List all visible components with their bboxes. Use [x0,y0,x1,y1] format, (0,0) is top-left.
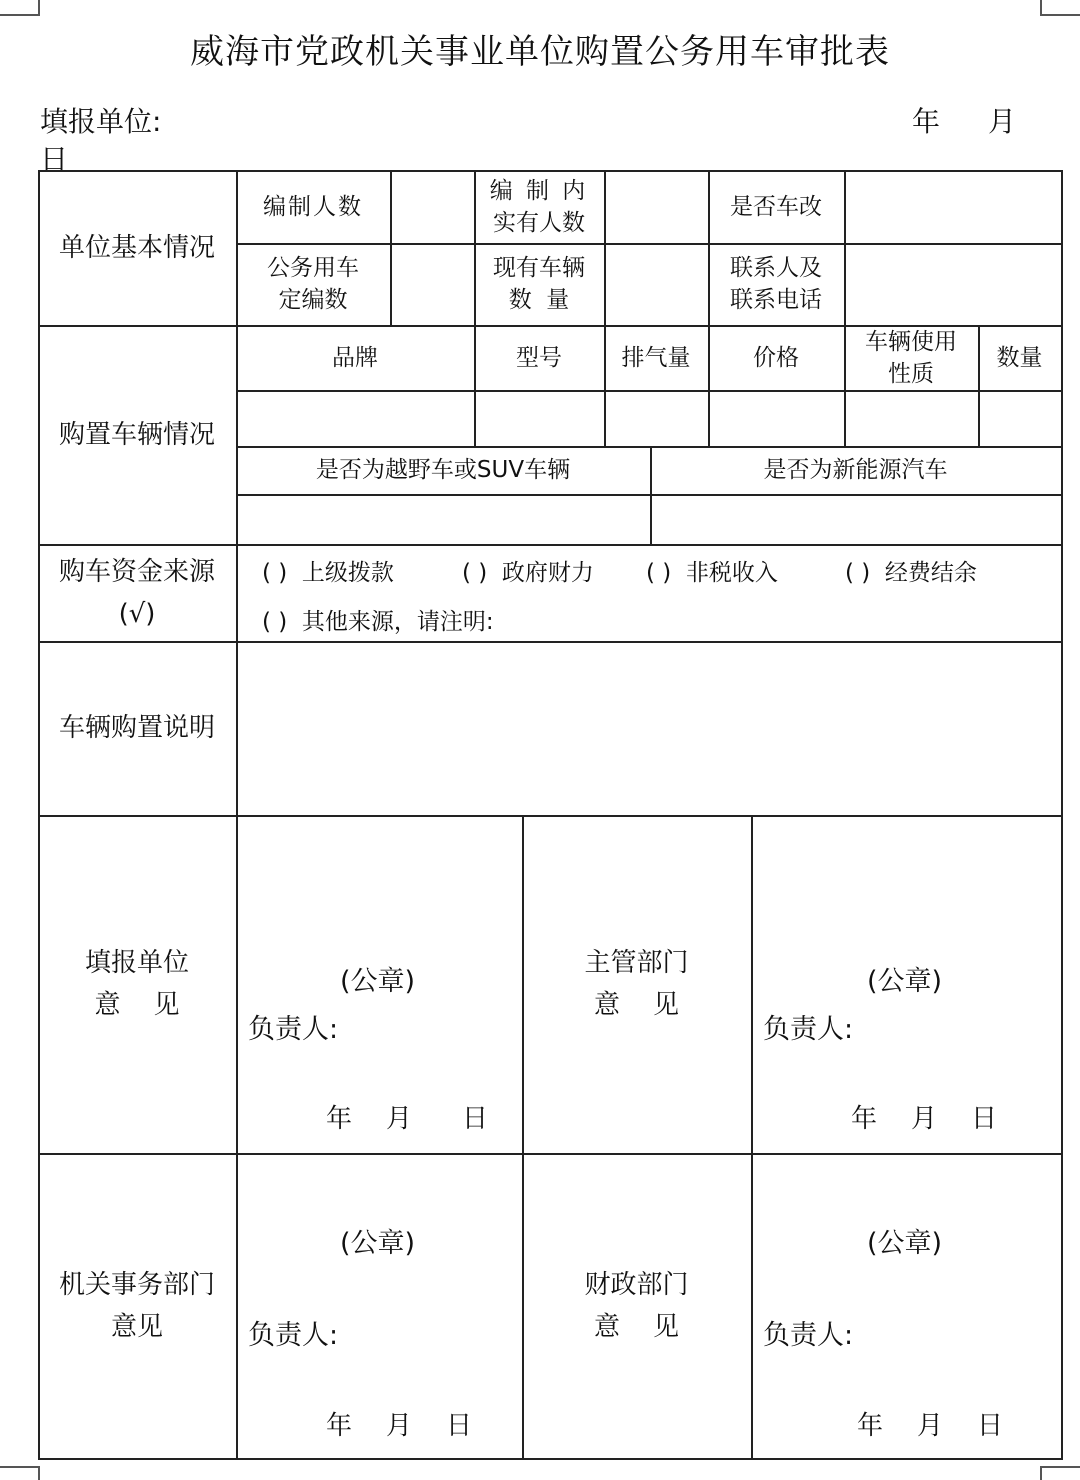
value-contact[interactable] [846,245,1059,323]
section-finance-opinion-line1: 财政部门 [584,1269,689,1300]
section-unit-opinion-line1: 填报单位 [84,948,189,978]
purchase-field-model[interactable] [476,392,602,444]
field-ev-answer[interactable] [652,496,1059,542]
label-actual-staff-line2: 实有人数 [493,209,585,236]
label-car-reform-text: 是否车改 [730,193,822,220]
finance-date-month: 月 [917,1411,944,1441]
label-ev-question [650,446,1061,494]
affairs-date-year: 年 [326,1411,353,1441]
section-purchase [38,325,236,544]
supervisor-date-year: 年 [851,1104,878,1134]
label-staff-quota [236,170,390,243]
col-model [474,325,604,390]
label-car-quota-line1: 公务用车 [267,255,359,281]
finance-opinion-area[interactable] [751,1153,1061,1458]
label-current-cars-line1: 现有车辆 [493,255,585,281]
supervisor-stamp-label: (公章) [867,966,943,997]
col-quantity-text: 数量 [996,344,1043,371]
section-unit-opinion [38,815,236,1153]
col-usage-line2: 性质 [888,360,934,387]
section-finance-opinion [522,1153,751,1458]
section-funding-line1: 购车资金来源 [58,556,215,587]
funding-option-surplus[interactable]: ( ) 经费结余 [845,560,977,586]
purchase-field-displacement[interactable] [606,392,706,444]
label-actual-staff [474,170,604,243]
finance-date-day: 日 [977,1411,1004,1441]
unit-date-month: 月 [386,1104,413,1134]
section-basic-info-label: 单位基本情况 [58,232,215,263]
col-brand-text: 品牌 [332,344,378,371]
finance-date-year: 年 [857,1411,884,1441]
unit-responsible-label: 负责人: [248,1014,339,1045]
section-purchase-label: 购置车辆情况 [58,419,215,450]
section-explanation [38,641,236,815]
crop-mark-top-left [0,0,40,16]
funding-option-other[interactable]: ( ) 其他来源，请注明: [262,609,494,635]
affairs-date [236,1405,522,1441]
affairs-stamp-label: (公章) [340,1228,416,1259]
section-affairs-opinion [38,1153,236,1458]
col-model-text: 型号 [516,344,562,371]
supervisor-responsible-label: 负责人: [763,1014,854,1045]
label-contact-line1: 联系人及 [730,255,822,281]
crop-mark-top-right [1040,0,1080,16]
funding-option-superior[interactable]: ( ) 上级拨款 [262,560,394,586]
label-ev-question-text: 是否为新能源汽车 [763,457,948,483]
col-quantity [978,325,1061,390]
supervisor-date-month: 月 [911,1104,938,1134]
label-car-quota [236,243,390,325]
affairs-date-day: 日 [446,1411,473,1441]
funding-option-nontax[interactable]: ( ) 非税收入 [646,560,778,586]
section-finance-opinion-line2: 意 见 [593,1311,680,1342]
purchase-field-brand[interactable] [238,392,472,444]
purchase-field-quantity[interactable] [980,392,1059,444]
unit-date-day: 日 [462,1104,489,1134]
header-year: 年 [912,105,941,138]
value-staff-quota[interactable] [392,172,472,241]
section-supervisor-opinion [522,815,751,1153]
finance-date [751,1405,1061,1441]
value-current-cars[interactable] [606,245,706,323]
label-suv-question [236,446,650,494]
finance-responsible-label: 负责人: [763,1320,854,1351]
col-usage-line1: 车辆使用 [865,328,957,355]
affairs-date-month: 月 [386,1411,413,1441]
form-title: 威海市党政机关事业单位购置公务用车审批表 [190,32,890,72]
supervisor-date [751,1098,1061,1134]
label-contact-line2: 联系电话 [730,287,822,313]
col-displacement-text: 排气量 [621,344,691,371]
affairs-opinion-area[interactable] [236,1153,522,1458]
label-suv-question-text: 是否为越野车或SUV车辆 [315,457,571,483]
section-unit-opinion-line2: 意 见 [94,990,180,1020]
label-actual-staff-line1: 编 制 内 [489,177,589,204]
value-car-quota[interactable] [392,245,472,323]
col-price [708,325,844,390]
label-staff-quota-text: 编制人数 [263,193,363,220]
header-month: 月 [988,105,1017,138]
value-actual-staff[interactable] [606,172,706,241]
section-funding [38,544,236,641]
unit-opinion-area[interactable] [236,815,522,1153]
col-displacement [604,325,708,390]
header-day: 日 [40,143,69,176]
affairs-responsible-label: 负责人: [248,1320,339,1351]
section-affairs-opinion-line2: 意见 [110,1311,163,1342]
col-usage [844,325,978,390]
field-suv-answer[interactable] [238,496,648,542]
value-car-reform[interactable] [846,172,1059,241]
unit-label: 填报单位: [40,105,162,138]
section-affairs-opinion-line1: 机关事务部门 [58,1269,215,1300]
field-explanation[interactable] [238,643,1059,813]
label-car-quota-line2: 定编数 [278,287,348,313]
unit-date [236,1098,522,1134]
col-brand [236,325,474,390]
label-current-cars-line2: 数 量 [508,287,570,313]
purchase-field-price[interactable] [710,392,842,444]
label-car-reform [708,170,844,243]
finance-stamp-label: (公章) [867,1228,943,1259]
unit-date-year: 年 [326,1104,353,1134]
funding-option-government[interactable]: ( ) 政府财力 [462,560,594,586]
section-supervisor-opinion-line1: 主管部门 [584,948,689,978]
section-funding-line2: (√) [118,598,156,629]
col-price-text: 价格 [753,344,799,371]
section-basic-info [38,170,236,325]
purchase-field-usage[interactable] [846,392,976,444]
supervisor-date-day: 日 [971,1104,998,1134]
label-current-cars [474,243,604,325]
unit-stamp-label: (公章) [340,966,416,997]
supervisor-opinion-area[interactable] [751,815,1061,1153]
section-supervisor-opinion-line2: 意 见 [593,990,680,1020]
label-contact [708,243,844,325]
section-explanation-label: 车辆购置说明 [58,713,215,743]
